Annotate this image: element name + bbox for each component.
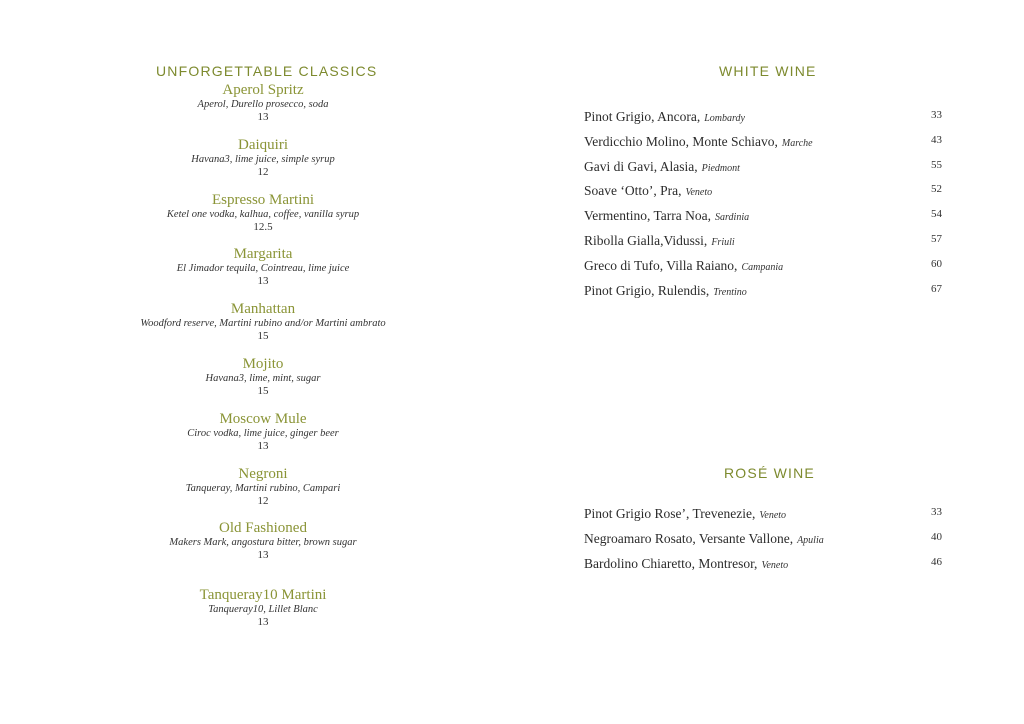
classics-heading: UNFORGETTABLE CLASSICS (156, 63, 378, 79)
cocktail-name: Margarita (233, 246, 293, 263)
wine-price: 60 (931, 257, 942, 270)
wine-price: 33 (931, 506, 942, 518)
cocktail-name: Espresso Martini (211, 191, 315, 208)
cocktail-price: 13 (257, 111, 269, 123)
cocktail-price: 13 (257, 549, 269, 562)
wine-region: Piedmont (701, 162, 740, 174)
wine-price: 40 (931, 530, 942, 543)
wine-name: Pinot Grigio Rose’, Trevenezie, (584, 506, 756, 521)
cocktail-name: Mojito (242, 355, 284, 372)
wine-name: Ribolla Gialla,Vidussi, (584, 232, 708, 248)
wine-region: Campania (741, 261, 784, 273)
wine-price: 55 (931, 158, 942, 171)
cocktail-price: 12 (257, 165, 269, 178)
cocktail-ingredients: Havana3, lime juice, simple syrup (191, 153, 335, 165)
white-wine-heading: WHITE WINE (719, 63, 817, 79)
rose-wine-list (584, 505, 944, 579)
cocktail-ingredients: Aperol, Durello prosecco, soda (197, 99, 329, 110)
cocktail-item (140, 192, 386, 247)
cocktail-item (140, 520, 386, 575)
cocktail-ingredients: Makers Mark, angostura bitter, brown sugar (169, 537, 357, 549)
cocktail-list (140, 82, 386, 642)
cocktail-name: Old Fashioned (219, 520, 307, 537)
wine-price: 46 (931, 555, 942, 568)
cocktail-ingredients: El Jimador tequila, Cointreau, lime juice (176, 263, 350, 275)
wine-region: Lombardy (704, 113, 745, 124)
cocktail-name: Aperol Spritz (222, 82, 304, 98)
wine-name: Gavi di Gavi, Alasia, (584, 158, 698, 174)
wine-region: Friuli (711, 236, 735, 248)
cocktail-price: 13 (257, 439, 269, 452)
cocktail-item (140, 411, 386, 466)
wine-row (584, 530, 944, 555)
wine-region: Veneto (761, 559, 789, 571)
cocktail-ingredients: Tanqueray, Martini rubino, Campari (185, 482, 341, 494)
cocktail-name: Manhattan (230, 301, 296, 318)
cocktail-ingredients: Havana3, lime, mint, sugar (205, 372, 321, 384)
cocktail-item (140, 466, 386, 521)
wine-name: Bardolino Chiaretto, Montresor, (584, 555, 758, 571)
cocktail-price: 13 (257, 275, 269, 288)
cocktail-item (140, 356, 386, 411)
wine-price: 67 (931, 282, 942, 295)
wine-region: Marche (781, 137, 813, 149)
cocktail-item (140, 137, 386, 192)
wine-price: 33 (931, 109, 942, 121)
wine-price: 52 (931, 183, 942, 196)
white-wine-list (584, 108, 944, 306)
wine-name: Pinot Grigio, Rulendis, (584, 282, 710, 298)
wine-row (584, 257, 944, 282)
wine-price: 54 (931, 208, 942, 221)
cocktail-name: Negroni (238, 465, 288, 482)
wine-region: Trentino (713, 286, 747, 298)
wine-row (584, 282, 944, 307)
cocktail-ingredients: Tanqueray10, Lillet Blanc (208, 604, 318, 616)
wine-name: Soave ‘Otto’, Pra, (584, 183, 682, 199)
wine-name: Verdicchio Molino, Monte Schiavo, (584, 133, 778, 149)
cocktail-price: 15 (257, 330, 269, 343)
cocktail-item (140, 82, 386, 137)
cocktail-ingredients: Ketel one vodka, kalhua, coffee, vanilla syrup (166, 208, 360, 220)
cocktail-item (140, 301, 386, 356)
wine-row (584, 505, 944, 530)
cocktail-price: 12 (257, 494, 269, 507)
wine-price: 57 (931, 232, 942, 245)
rose-wine-heading: ROSÉ WINE (724, 465, 815, 481)
cocktail-ingredients: Ciroc vodka, lime juice, ginger beer (187, 427, 339, 439)
cocktail-name: Moscow Mule (219, 410, 307, 427)
cocktail-item (140, 587, 386, 642)
cocktail-price: 12.5 (253, 220, 273, 233)
cocktail-name: Daiquiri (238, 136, 288, 153)
wine-row (584, 555, 944, 580)
wine-row (584, 207, 944, 232)
wine-price: 43 (931, 133, 942, 146)
wine-region: Sardinia (715, 212, 750, 224)
wine-name: Greco di Tufo, Villa Raiano, (584, 257, 738, 273)
wine-row (584, 133, 944, 158)
cocktail-price: 15 (257, 384, 269, 397)
wine-name: Negroamaro Rosato, Versante Vallone, (584, 530, 794, 546)
wine-region: Veneto (685, 187, 713, 199)
wine-row (584, 232, 944, 257)
wine-region: Veneto (759, 510, 787, 521)
cocktail-name: Tanqueray10 Martini (199, 587, 327, 604)
wine-row (584, 182, 944, 207)
wine-name: Vermentino, Tarra Noa, (584, 208, 712, 224)
wine-region: Apulia (797, 534, 824, 546)
cocktail-price: 13 (257, 616, 269, 629)
wine-row (584, 108, 944, 133)
wine-row (584, 158, 944, 183)
cocktail-item (140, 246, 386, 301)
wine-name: Pinot Grigio, Ancora, (584, 109, 701, 124)
cocktail-ingredients: Woodford reserve, Martini rubino and/or Martini ambrato (140, 318, 386, 330)
